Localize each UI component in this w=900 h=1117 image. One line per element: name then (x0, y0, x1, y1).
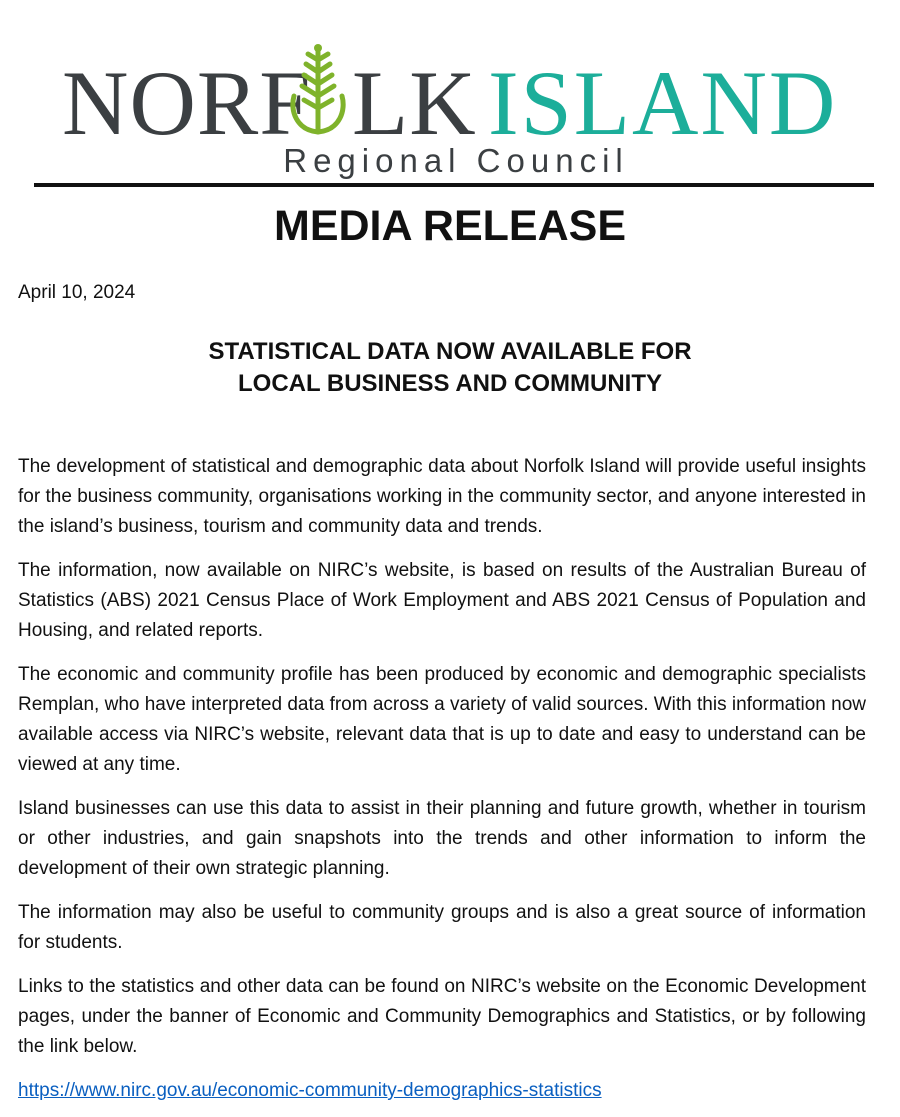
page-title: MEDIA RELEASE (274, 202, 626, 250)
logo-word-lk: LK (352, 52, 477, 154)
release-headline (0, 336, 900, 400)
body-paragraph: The development of statistical and demographic data about Norfolk Island will provide useful insights for the business community, organisations working in the community sector, and anyone interested in the island’s business, tourism and community data and trends. (18, 456, 866, 537)
logo-word-island: ISLAND (488, 52, 838, 154)
body-paragraph: The economic and community profile has been produced by economic and demographic specialists Remplan, who have interpreted data from across a variety of valid sources. With this information now available access via NIRC’s website, relevant data that is up to date and easy to understand can be viewed at any time. (18, 664, 866, 775)
body-paragraph: The information may also be useful to community groups and is also a great source of information for students. (18, 902, 866, 953)
body-paragraph: The information, now available on NIRC’s website, is based on results of the Australian Bureau of Statistics (ABS) 2021 Census Place of Work Employment and ABS 2021 Census of Population and Housing, and related reports. (18, 560, 866, 641)
norfolk-island-logo (0, 0, 900, 190)
statistics-link[interactable]: https://www.nirc.gov.au/economic-community-demographics-statistics (18, 1080, 602, 1101)
logo-subtitle: Regional Council (283, 142, 629, 179)
logo-word-norf: NORF (62, 52, 312, 154)
body-paragraph: Links to the statistics and other data can be found on NIRC’s website on the Economic Development pages, under the banner of Economic and Community Demographics and Statistics, or by following the link below. (18, 976, 866, 1057)
release-body (18, 452, 866, 1106)
release-date: April 10, 2024 (18, 282, 136, 303)
headline-line-2: LOCAL BUSINESS AND COMMUNITY (237, 370, 662, 397)
headline-line-1: STATISTICAL DATA NOW AVAILABLE FOR (208, 338, 692, 365)
body-paragraph: Island businesses can use this data to assist in their planning and future growth, whether in tourism or other industries, and gain snapshots into the trends and other information to inform the development of their own strategic planning. (18, 798, 866, 879)
header-divider (34, 183, 874, 187)
pine-tree-icon (284, 40, 352, 140)
